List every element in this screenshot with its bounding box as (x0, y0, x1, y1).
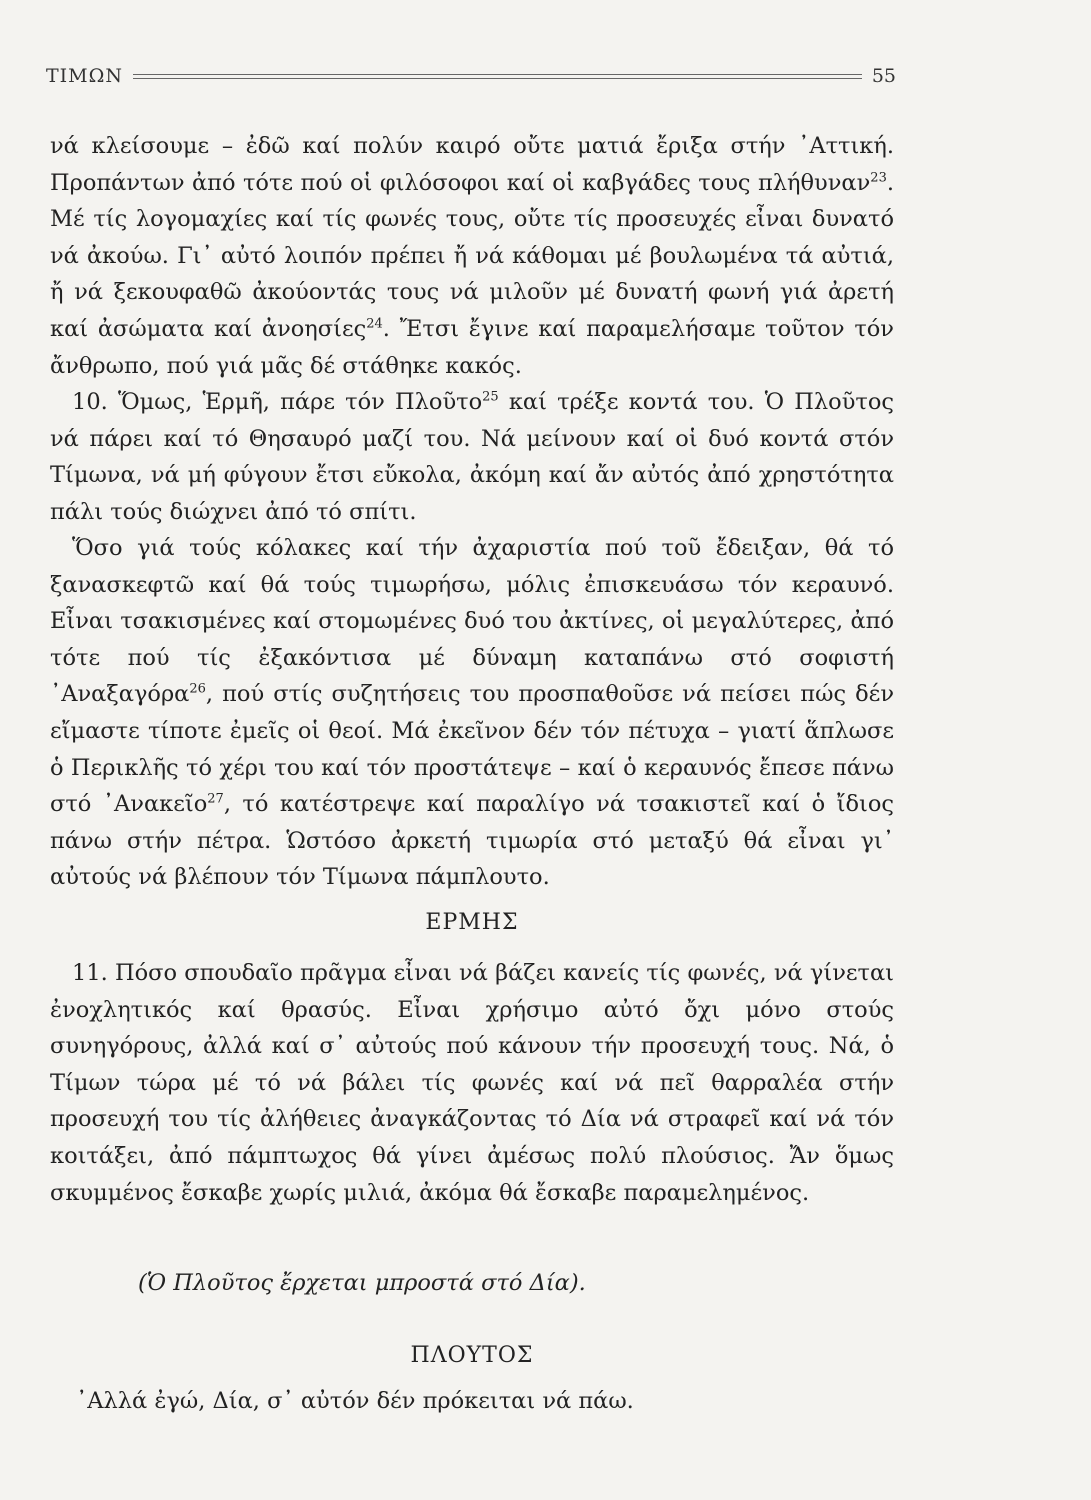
paragraph-text: , πού στίς συζητήσεις του προσπαθοῦσε νά πείσει πώς δέν εἴμαστε τίποτε ἐμεῖς οἱ θεοί. Μά ἐκεῖνον δέν τόν πέτυχα – γιατί ἅπλωσε ὁ Περικλῆς τό χέρι του καί τόν προστάτεψε – καί ὁ κεραυνός ἔπεσε πάνω στό ᾿Ανακεῖο (50, 681, 894, 818)
paragraph-ploutos-line: ᾿Αλλά ἐγώ, Δία, σ᾿ αὐτόν δέν πρόκειται νά πάω. (76, 1388, 634, 1414)
speaker-heading-hermes: ΕΡΜΗΣ (425, 910, 519, 935)
paragraph-text: Ὅσο γιά τούς κόλακες καί τήν ἀχαριστία πού τοῦ ἔδειξαν, θά τό ξανασκεφτῶ καί θά τούς τιμωρήσω, μόλις ἐπισκευάσω τόν κεραυνό. Εἶναι τσακισμένες καί στομωμένες δυό του ἀκτίνες, οἱ μεγαλύτερες, ἀπό τότε πού τίς ἐξακόντισα μέ δύναμη καταπάνω στό σοφιστή ᾿Αναξαγόρα (50, 535, 894, 708)
running-title: ΤΙΜΩΝ (46, 65, 124, 87)
stage-direction: (Ὁ Πλοῦτος ἔρχεται μπροστά στό Δία). (138, 1270, 586, 1296)
footnote-ref-25: 25 (482, 389, 499, 405)
paragraph-text: 10. Ὅμως, Ἑρμῆ, πάρε τόν Πλοῦτο (72, 389, 483, 415)
header-double-rule (133, 74, 862, 79)
paragraph-continued (50, 128, 894, 384)
running-header (46, 62, 896, 90)
paragraph-text: καί τρέξε κοντά του. Ὁ Πλοῦτος νά πάρει καί τό Θησαυρό μαζί του. Νά μείνουν καί οἱ δυό κοντά στόν Τίμωνα, νά μή φύγουν ἔτσι εὔκολα, ἀκόμη καί ἄν αὐτός ἀπό χρηστότητα πάλι τούς διώχνει ἀπό τό σπίτι. (50, 389, 894, 525)
paragraph-10 (50, 384, 894, 530)
speaker-heading-ploutos: ΠΛΟΥΤΟΣ (410, 1343, 534, 1368)
footnote-ref-24: 24 (366, 316, 383, 332)
paragraph-text: , τό κατέστρεψε καί παραλίγο νά τσακιστεῖ καί ὁ ἴδιος πάνω στήν πέτρα. Ὡστόσο ἀρκετή τιμωρία στό μεταξύ θά εἶναι γι᾿ αὐτούς νά βλέπουν τόν Τίμωνα πάμπλουτο. (50, 791, 894, 891)
paragraph-11 (50, 955, 894, 1211)
paragraph-text: 11. Πόσο σπουδαῖο πρᾶγμα εἶναι νά βάζει κανείς τίς φωνές, νά γίνεται ἐνοχλητικός καί θρασύς. Εἶναι χρήσιμο αὐτό ὄχι μόνο στούς συνηγόρους, ἀλλά καί σ᾿ αὐτούς πού κάνουν τήν προσευχή τους. Νά, ὁ Τίμων τώρα μέ τό νά βάλει τίς φωνές καί νά πεῖ θαρραλέα στήν προσευχή του τίς ἀλήθειες ἀναγκάζοντας τό Δία νά στραφεῖ καί νά τόν κοιτάξει, ἀπό πάμπτωχος θά γίνει ἀμέσως πολύ πλούσιος. Ἄν ὅμως σκυμμένος ἔσκαβε χωρίς μιλιά, ἀκόμα θά ἔσκαβε παραμελημένος. (50, 960, 894, 1206)
footnote-ref-27: 27 (207, 791, 224, 807)
paragraph-text: νά κλείσουμε – ἐδῶ καί πολύν καιρό οὔτε ματιά ἔριξα στήν ᾿Αττική. Προπάντων ἀπό τότε πού οἱ φιλόσοφοι καί οἱ καβγάδες τους πλήθυναν (50, 133, 894, 196)
footnote-ref-23: 23 (870, 170, 887, 186)
paragraph-10-continued (50, 530, 894, 896)
paragraph-text: . Μέ τίς λογομαχίες καί τίς φωνές τους, οὔτε τίς προσευχές εἶναι δυνατό νά ἀκούω. Γι᾿ αὐτό λοιπόν πρέπει ἤ νά κάθομαι μέ βουλωμένα τά αὐτιά, ἤ νά ξεκουφαθῶ ἀκούοντάς τους νά μιλοῦν μέ δυνατή φωνή γιά ἀρετή καί ἀσώματα καί ἀνοησίες (50, 169, 894, 342)
footnote-ref-26: 26 (189, 681, 206, 697)
page-number: 55 (871, 65, 896, 87)
paragraph-text: . Ἔτσι ἔγινε καί παραμελήσαμε τοῦτον τόν ἄνθρωπο, πού γιά μᾶς δέ στάθηκε κακός. (50, 315, 894, 379)
